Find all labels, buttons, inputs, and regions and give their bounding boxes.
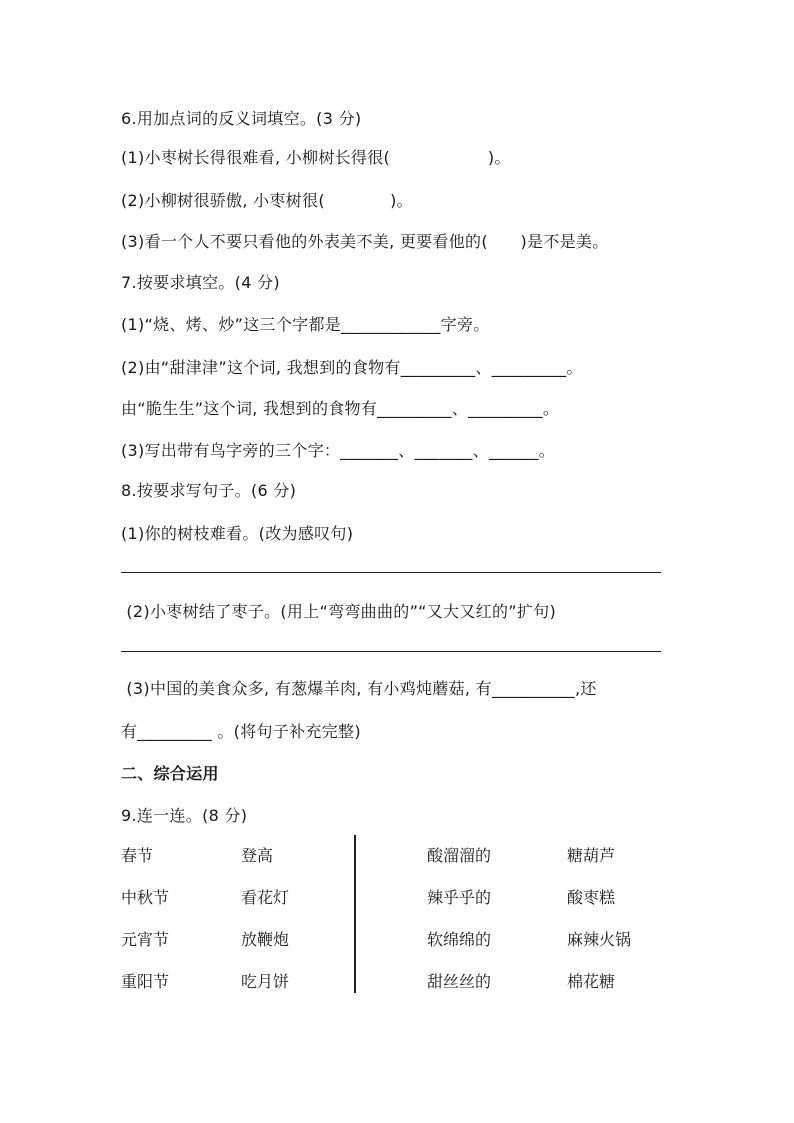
q8-title: 8.按要求写句子。(6 分) [121, 481, 297, 500]
q9-adjective[interactable]: 甜丝丝的 [427, 972, 492, 991]
q9-festival[interactable]: 元宵节 [121, 930, 170, 949]
q9-adjective[interactable]: 软绵绵的 [427, 930, 492, 949]
q9-food[interactable]: 麻辣火锅 [567, 930, 632, 949]
q7-item-1: (1)“烧、烤、炒”这三个字都是____________字旁。 [121, 315, 490, 334]
q8-answer-line-1[interactable] [121, 572, 661, 573]
q8-answer-line-2[interactable] [121, 651, 661, 652]
q6-item-3: (3)看一个人不要只看他的外表美不美, 更要看他的( )是不是美。 [121, 232, 609, 251]
q9-adjective[interactable]: 酸溜溜的 [427, 846, 492, 865]
q9-title: 9.连一连。(8 分) [121, 806, 248, 825]
q6-title: 6.用加点词的反义词填空。(3 分) [121, 109, 362, 128]
q9-festival[interactable]: 春节 [121, 846, 154, 865]
q9-custom[interactable]: 登高 [241, 846, 274, 865]
q7-item-2b: 由“脆生生”这个词, 我想到的食物有_________、_________。 [121, 399, 560, 418]
q9-adjective[interactable]: 辣乎乎的 [427, 888, 492, 907]
q6-item-1: (1)小枣树长得很难看, 小柳树长得很( )。 [121, 148, 511, 167]
section-2-title: 二、综合运用 [121, 764, 219, 783]
q9-food[interactable]: 糖葫芦 [567, 846, 616, 865]
q9-custom[interactable]: 放鞭炮 [241, 930, 290, 949]
q8-item-3a: (3)中国的美食众多, 有葱爆羊肉, 有小鸡炖蘑菇, 有__________,还 [121, 679, 597, 698]
q9-column-divider [354, 835, 356, 993]
q7-item-3: (3)写出带有鸟字旁的三个字：_______、_______、______。 [121, 441, 556, 460]
q8-item-2: (2)小枣树结了枣子。(用上“弯弯曲曲的”“又大又红的”扩句) [121, 602, 556, 621]
q9-festival[interactable]: 中秋节 [121, 888, 170, 907]
q8-item-3b: 有_________ 。(将句子补充完整) [121, 722, 361, 741]
q6-item-2: (2)小柳树很骄傲, 小枣树很( )。 [121, 191, 413, 210]
q9-custom[interactable]: 看花灯 [241, 888, 290, 907]
q9-custom[interactable]: 吃月饼 [241, 972, 290, 991]
q8-item-1: (1)你的树枝难看。(改为感叹句) [121, 524, 354, 543]
q7-item-2a: (2)由“甜津津”这个词, 我想到的食物有_________、_________。 [121, 358, 583, 377]
q9-food[interactable]: 酸枣糕 [567, 888, 616, 907]
q9-food[interactable]: 棉花糖 [567, 972, 616, 991]
q9-festival[interactable]: 重阳节 [121, 972, 170, 991]
q7-title: 7.按要求填空。(4 分) [121, 273, 280, 292]
